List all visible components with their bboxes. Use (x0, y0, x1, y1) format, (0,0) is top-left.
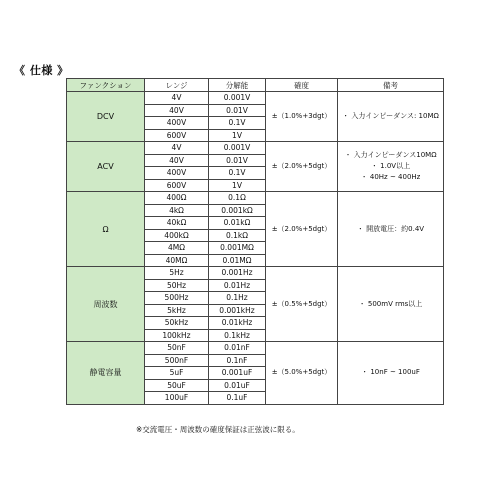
notes-cell (338, 267, 444, 342)
range-cell: 4V (145, 92, 209, 105)
resolution-cell: 0.01MΩ (209, 254, 266, 267)
range-cell: 600V (145, 179, 209, 192)
range-cell: 50kHz (145, 317, 209, 330)
accuracy-cell: ±（0.5%+5dgt） (266, 267, 338, 342)
range-cell: 400V (145, 117, 209, 130)
range-cell: 40kΩ (145, 217, 209, 230)
resolution-cell: 0.001V (209, 92, 266, 105)
accuracy-cell: ±（2.0%+5dgt） (266, 142, 338, 192)
resolution-cell: 0.1nF (209, 354, 266, 367)
notes-cell (338, 142, 444, 192)
resolution-cell: 0.01V (209, 104, 266, 117)
resolution-cell: 0.001MΩ (209, 242, 266, 255)
header-range: レンジ (145, 79, 209, 92)
resolution-cell: 0.001V (209, 142, 266, 155)
table-row (67, 267, 444, 280)
note-line: ・ 入力インピーダンス: 10MΩ (342, 112, 439, 120)
range-cell: 600V (145, 129, 209, 142)
note-line: ・ 10nF ~ 100uF (361, 368, 420, 377)
note-line: ・ 40Hz ~ 400Hz (360, 173, 421, 181)
spec-table (66, 78, 444, 405)
notes-cell (338, 92, 444, 142)
table-row (67, 192, 444, 205)
resolution-cell: 0.1V (209, 167, 266, 180)
header-notes: 備考 (338, 79, 444, 92)
note-line: ・ 入力インピーダンス10MΩ (344, 151, 437, 159)
function-cell: ACV (67, 142, 145, 192)
range-cell: 50uF (145, 379, 209, 392)
resolution-cell: 0.001kHz (209, 304, 266, 317)
function-cell: Ω (67, 192, 145, 267)
table-row (67, 342, 444, 355)
range-cell: 50nF (145, 342, 209, 355)
range-cell: 40V (145, 104, 209, 117)
resolution-cell: 0.01nF (209, 342, 266, 355)
resolution-cell: 0.1kHz (209, 329, 266, 342)
range-cell: 500nF (145, 354, 209, 367)
note-line: ・ 1.0V以上 (370, 162, 411, 170)
range-cell: 4V (145, 142, 209, 155)
resolution-cell: 0.01V (209, 154, 266, 167)
table-row (67, 92, 444, 105)
header-resolution: 分解能 (209, 79, 266, 92)
range-cell: 40V (145, 154, 209, 167)
accuracy-cell: ±（1.0%+3dgt） (266, 92, 338, 142)
function-cell: 静電容量 (67, 342, 145, 405)
notes-cell (338, 192, 444, 267)
range-cell: 100uF (145, 392, 209, 405)
range-cell: 5kHz (145, 304, 209, 317)
notes-cell (338, 342, 444, 405)
resolution-cell: 0.01Hz (209, 279, 266, 292)
section-heading: 《 仕様 》 (14, 64, 69, 77)
note-line: ・ 500mV rms以上 (358, 299, 423, 308)
function-cell: DCV (67, 92, 145, 142)
header-function: ファンクション (67, 79, 145, 92)
header-row (67, 79, 444, 92)
resolution-cell: 0.1uF (209, 392, 266, 405)
table-row (67, 142, 444, 155)
accuracy-cell: ±（5.0%+5dgt） (266, 342, 338, 405)
range-cell: 400Ω (145, 192, 209, 205)
header-accuracy: 確度 (266, 79, 338, 92)
resolution-cell: 0.001kΩ (209, 204, 266, 217)
range-cell: 400V (145, 167, 209, 180)
resolution-cell: 0.1kΩ (209, 229, 266, 242)
accuracy-cell: ±（2.0%+5dgt） (266, 192, 338, 267)
range-cell: 400kΩ (145, 229, 209, 242)
footnote: ※交流電圧・周波数の確度保証は正弦波に限る。 (136, 425, 300, 434)
spec-table-body (67, 92, 444, 405)
resolution-cell: 0.001Hz (209, 267, 266, 280)
resolution-cell: 0.01kHz (209, 317, 266, 330)
range-cell: 500Hz (145, 292, 209, 305)
resolution-cell: 1V (209, 129, 266, 142)
range-cell: 4kΩ (145, 204, 209, 217)
note-line: ・ 開放電圧：約0.4V (356, 224, 425, 233)
resolution-cell: 0.1Ω (209, 192, 266, 205)
range-cell: 5uF (145, 367, 209, 380)
range-cell: 5Hz (145, 267, 209, 280)
resolution-cell: 1V (209, 179, 266, 192)
resolution-cell: 0.01uF (209, 379, 266, 392)
resolution-cell: 0.1Hz (209, 292, 266, 305)
resolution-cell: 0.1V (209, 117, 266, 130)
range-cell: 50Hz (145, 279, 209, 292)
range-cell: 100kHz (145, 329, 209, 342)
resolution-cell: 0.01kΩ (209, 217, 266, 230)
function-cell: 周波数 (67, 267, 145, 342)
range-cell: 4MΩ (145, 242, 209, 255)
range-cell: 40MΩ (145, 254, 209, 267)
resolution-cell: 0.001uF (209, 367, 266, 380)
